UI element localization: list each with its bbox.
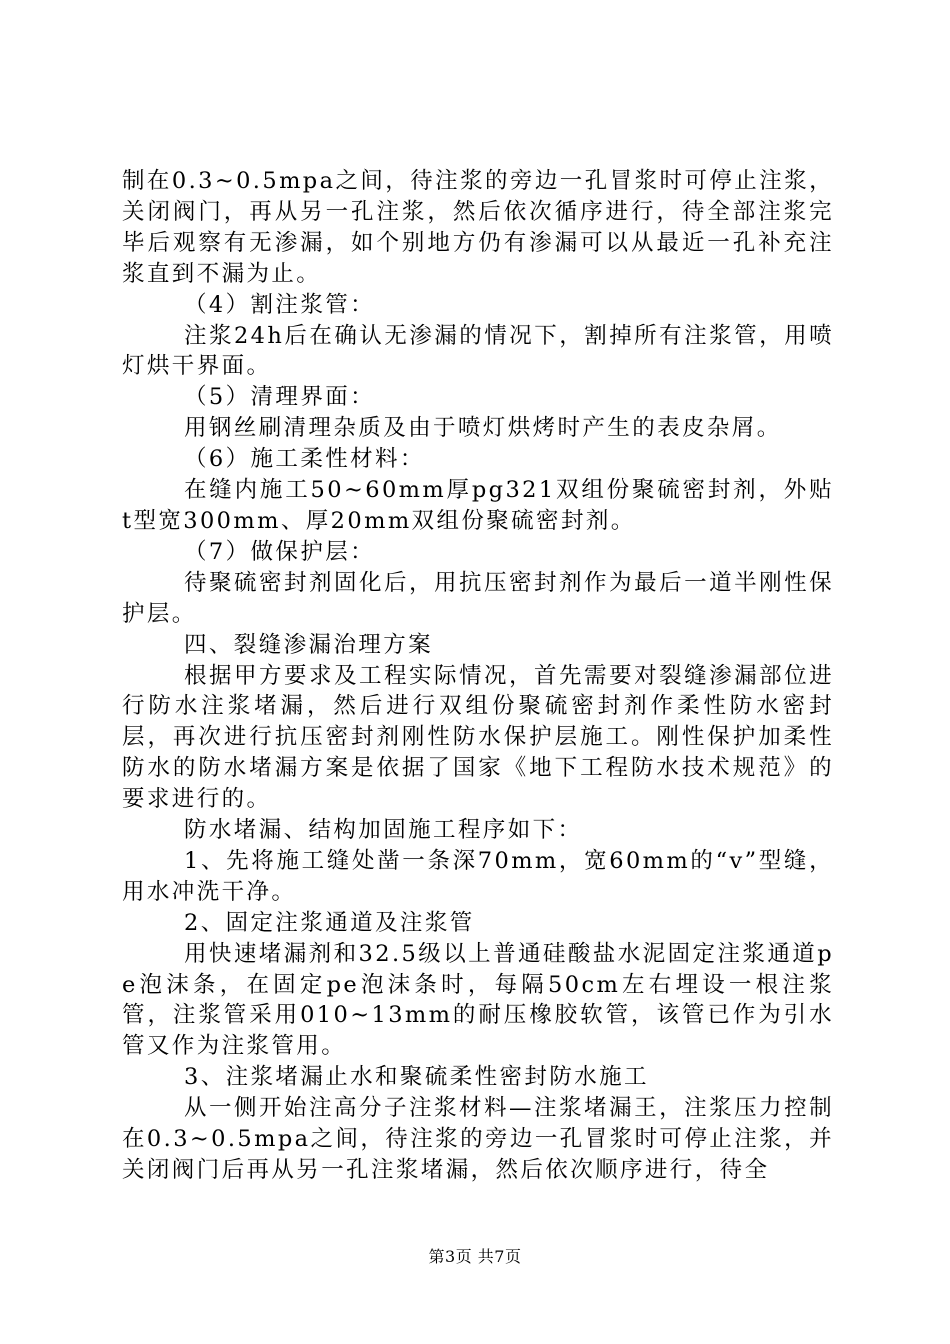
paragraph: 制在0.3~0.5mpa之间，待注浆的旁边一孔冒浆时可停止注浆，关闭阀门，再从另一孔注浆，然后依次循序进行，待全部注浆完毕后观察有无渗漏，如个别地方仍有渗漏可以从最近一孔补充注浆直到不漏为止。 [122,168,834,287]
paragraph: 根据甲方要求及工程实际情况，首先需要对裂缝渗漏部位进行防水注浆堵漏，然后进行双组份聚硫密封剂作柔性防水密封层，再次进行抗压密封剂刚性防水保护层施工。刚性保护加柔性防水的防水堵漏方案是依据了国家《地下工程防水技术规范》的要求进行的。 [122,662,834,813]
paragraph: 注浆24h后在确认无渗漏的情况下，割掉所有注浆管，用喷灯烘干界面。 [122,322,834,380]
section-heading: （6）施工柔性材料： [184,446,425,473]
page-footer: 第3页 共7页 [428,1247,522,1266]
section-heading: 2、固定注浆通道及注浆管 [184,909,475,936]
document-body [122,166,834,1186]
section-heading: 四、裂缝渗漏治理方案 [184,631,434,658]
section-heading: （5）清理界面： [184,384,376,411]
paragraph: 在缝内施工50~60mm厚pg321双组份聚硫密封剂，外贴t型宽300mm、厚20mm双组份聚硫密封剂。 [122,477,834,534]
paragraph: 从一侧开始注高分子注浆材料—注浆堵漏王，注浆压力控制在0.3~0.5mpa之间，待注浆的旁边一孔冒浆时可停止注浆，并关闭阀门后再从另一孔注浆堵漏，然后依次顺序进行，待全 [122,1095,834,1183]
paragraph: 用快速堵漏剂和32.5级以上普通硅酸盐水泥固定注浆通道pe泡沫条，在固定pe泡沫条时，每隔50cm左右埋设一根注浆管，注浆管采用010~13mm的耐压橡胶软管，该管已作为引水管又作为注浆管用。 [122,940,834,1060]
paragraph: 用钢丝刷清理杂质及由于喷灯烘烤时产生的表皮杂屑。 [184,415,782,442]
section-heading: 3、注浆堵漏止水和聚硫柔性密封防水施工 [184,1064,649,1091]
section-heading: （4）割注浆管： [184,291,376,318]
section-heading: （7）做保护层： [184,538,376,565]
paragraph: 防水堵漏、结构加固施工程序如下： [184,817,583,844]
paragraph: 1、先将施工缝处凿一条深70mm，宽60mm的“v”型缝，用水冲洗干净。 [122,847,834,905]
paragraph: 待聚硫密封剂固化后，用抗压密封剂作为最后一道半刚性保护层。 [122,569,834,627]
